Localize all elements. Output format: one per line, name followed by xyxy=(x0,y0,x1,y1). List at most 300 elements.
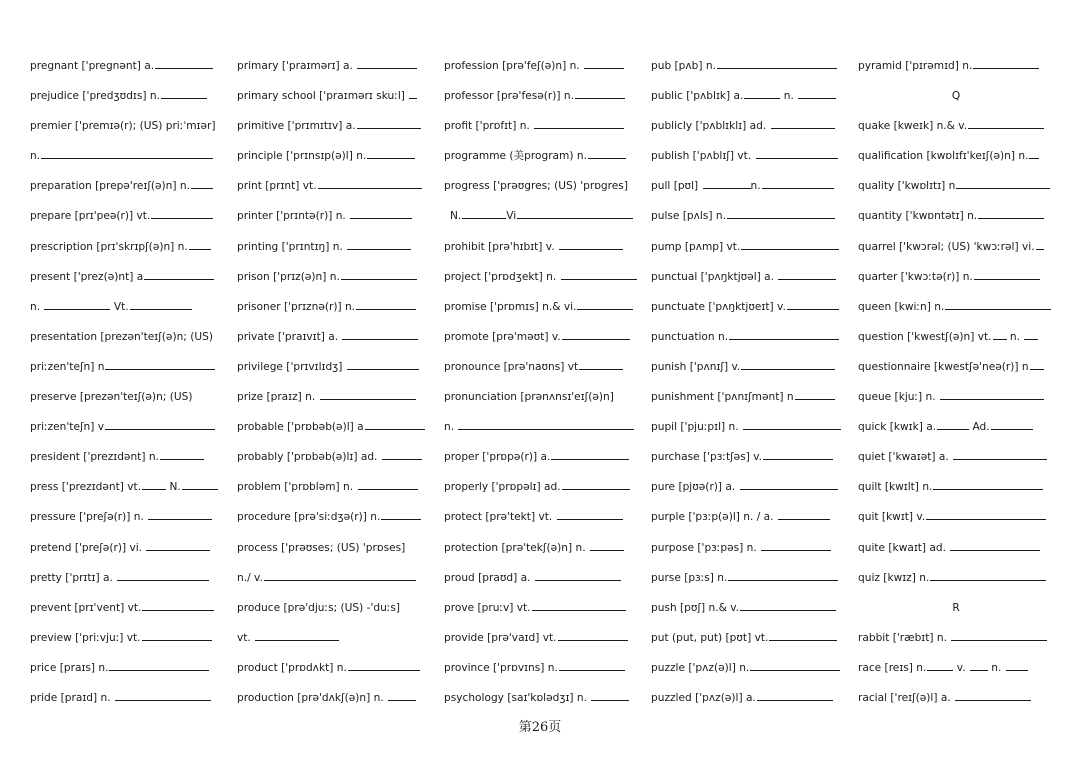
answer-blank xyxy=(591,689,629,701)
answer-blank xyxy=(562,328,630,340)
answer-blank xyxy=(264,569,416,581)
answer-blank xyxy=(968,117,1044,129)
answer-blank xyxy=(1024,328,1038,340)
entry-text-secondary: Vt. xyxy=(110,300,129,313)
entry-text: proud [praʊd] a. xyxy=(444,571,534,584)
vocab-entry xyxy=(444,53,640,83)
answer-blank xyxy=(388,689,416,701)
answer-blank xyxy=(741,358,835,370)
vocab-entry xyxy=(444,203,640,233)
vocab-entry xyxy=(651,53,847,83)
vocab-entry xyxy=(30,565,226,595)
entry-text: pregnant ['pregnənt] a. xyxy=(30,60,155,72)
entry-text: professor [prə'fesə(r)] n. xyxy=(444,90,574,103)
answer-blank xyxy=(795,388,835,400)
entry-text: privilege ['prɪvɪlɪdʒ] xyxy=(237,360,346,373)
vocab-entry xyxy=(444,264,640,294)
answer-blank xyxy=(367,147,415,159)
entry-text: quarter ['kwɔːtə(r)] n. xyxy=(858,270,973,283)
entry-text-secondary: Vi xyxy=(506,210,517,223)
vocab-column-3 xyxy=(444,53,640,715)
answer-blank xyxy=(771,117,835,129)
vocab-entry xyxy=(651,143,847,173)
answer-blank xyxy=(575,87,625,99)
vocab-entry xyxy=(444,474,640,504)
answer-blank xyxy=(940,388,1044,400)
entry-text: process ['prəʊses; (US) 'prɒses] xyxy=(237,541,406,554)
answer-blank xyxy=(991,418,1033,430)
entry-text-secondary: v. xyxy=(953,661,969,674)
entry-text: protection [prə'tekʃ(ə)n] n. xyxy=(444,541,589,554)
answer-blank xyxy=(744,87,780,99)
vocab-entry xyxy=(444,294,640,324)
vocab-entry xyxy=(444,83,640,113)
vocab-entry xyxy=(30,143,226,173)
entry-text: protect [prə'tekt] vt. xyxy=(444,511,556,524)
entry-text: purpose ['pɜːpəs] n. xyxy=(651,541,761,554)
answer-blank xyxy=(953,448,1047,460)
answer-blank xyxy=(729,328,839,340)
answer-blank xyxy=(142,629,212,641)
entry-text: quiz [kwɪz] n. xyxy=(858,571,930,584)
answer-blank xyxy=(105,358,215,370)
vocab-entry xyxy=(30,354,226,384)
vocab-entry xyxy=(30,444,226,474)
entry-text: primary school ['praɪmərɪ skuːl] xyxy=(237,90,409,103)
vocab-entry xyxy=(651,535,847,565)
section-letter xyxy=(858,595,1054,625)
answer-blank xyxy=(951,629,1047,641)
vocab-entry xyxy=(237,264,433,294)
answer-blank xyxy=(358,478,418,490)
answer-blank xyxy=(347,358,419,370)
entry-text: pump [pʌmp] vt. xyxy=(651,240,741,253)
answer-blank xyxy=(558,629,628,641)
entry-text: profession [prə'feʃ(ə)n] n. xyxy=(444,60,584,72)
entry-text: pride [praɪd] n. xyxy=(30,691,114,704)
entry-text: priːzen'teʃn] v xyxy=(30,421,105,434)
entry-text: proper ['prɒpə(r)] a. xyxy=(444,451,551,464)
answer-blank xyxy=(130,298,192,310)
vocab-entry xyxy=(444,685,640,715)
vocab-entry xyxy=(30,113,226,143)
answer-blank xyxy=(357,117,421,129)
entry-text: prove [pruːv] vt. xyxy=(444,601,531,614)
answer-blank xyxy=(151,207,213,219)
entry-text: prepare [prɪ'peə(r)] vt. xyxy=(30,210,151,223)
vocab-column-4 xyxy=(651,53,847,715)
vocab-entry xyxy=(444,143,640,173)
answer-blank xyxy=(927,659,953,671)
entry-text: primitive ['prɪmɪtɪv] a. xyxy=(237,120,356,133)
answer-blank xyxy=(318,177,422,189)
vocab-entry xyxy=(444,535,640,565)
entry-text: quality ['kwɒlɪtɪ] n xyxy=(858,180,956,193)
vocab-entry xyxy=(30,264,226,294)
entry-text: progress ['prəʊgres; (US) 'prɒgres] xyxy=(444,180,628,193)
answer-blank xyxy=(761,539,831,551)
answer-blank xyxy=(255,629,339,641)
answer-blank xyxy=(937,418,969,430)
answer-blank xyxy=(956,177,1050,189)
vocab-entry xyxy=(444,384,640,414)
vocab-entry xyxy=(651,83,847,113)
vocab-entry xyxy=(30,83,226,113)
vocab-entry xyxy=(651,354,847,384)
answer-blank xyxy=(1006,659,1028,671)
vocab-entry xyxy=(444,565,640,595)
entry-text: quilt [kwɪlt] n. xyxy=(858,481,933,494)
entry-text: quiet ['kwaɪət] a. xyxy=(858,451,953,464)
answer-blank xyxy=(559,659,625,671)
answer-blank xyxy=(769,629,837,641)
entry-text: programme (美program) n. xyxy=(444,150,587,163)
answer-blank xyxy=(189,238,211,250)
entry-text: puzzle ['pʌz(ə)l] n. xyxy=(651,661,750,674)
page-number: 第26页 xyxy=(518,720,562,735)
vocab-entry xyxy=(444,354,640,384)
vocab-entry xyxy=(237,625,433,655)
entry-text: pronunciation [prənʌnsɪ'eɪʃ(ə)n] xyxy=(444,391,614,404)
vocab-entry xyxy=(30,173,226,203)
answer-blank xyxy=(357,57,417,69)
entry-text: print [prɪnt] vt. xyxy=(237,180,317,193)
entry-text: quick [kwɪk] a. xyxy=(858,421,937,434)
vocab-entry xyxy=(858,565,1054,595)
vocab-entry xyxy=(858,354,1054,384)
entry-text: procedure [prə'siːdʒə(r)] n. xyxy=(237,511,381,524)
entry-text: presentation [prezən'teɪʃ(ə)n; (US) xyxy=(30,330,213,343)
entry-text: priːzen'teʃn] n xyxy=(30,360,105,373)
answer-blank xyxy=(926,508,1046,520)
vocab-entry xyxy=(858,444,1054,474)
answer-blank xyxy=(762,177,834,189)
vocab-entry xyxy=(237,83,433,113)
vocab-entry xyxy=(858,53,1054,83)
vocab-entry xyxy=(237,384,433,414)
answer-blank xyxy=(950,539,1040,551)
vocab-entry xyxy=(30,324,226,354)
entry-text: pressure ['preʃə(r)] n. xyxy=(30,511,148,524)
vocab-entry xyxy=(444,113,640,143)
vocab-entry xyxy=(858,685,1054,715)
entry-text: punishment ['pʌnɪʃmənt] n xyxy=(651,391,794,404)
vocab-column-1 xyxy=(30,53,226,715)
entry-text: private ['praɪvɪt] a. xyxy=(237,330,342,343)
answer-blank xyxy=(148,508,212,520)
vocab-entry xyxy=(651,294,847,324)
entry-text: n. xyxy=(30,300,44,313)
answer-blank xyxy=(109,659,209,671)
answer-blank xyxy=(146,539,210,551)
entry-text: pyramid ['pɪrəmɪd] n. xyxy=(858,60,973,72)
entry-text: problem ['prɒbləm] n. xyxy=(237,481,357,494)
vocab-entry xyxy=(444,595,640,625)
entry-text: pure [pjʊə(r)] a. xyxy=(651,481,739,494)
entry-text: punctuation n. xyxy=(651,330,729,343)
vocab-entry xyxy=(651,474,847,504)
entry-text: queen [kwiːn] n. xyxy=(858,300,945,313)
entry-text: primary ['praɪmərɪ] a. xyxy=(237,60,357,72)
entry-text: punctuate ['pʌŋktjʊeɪt] v. xyxy=(651,300,786,313)
entry-text: principle ['prɪnsɪp(ə)l] n. xyxy=(237,150,367,163)
entry-text-secondary: n. xyxy=(780,90,798,103)
vocab-entry xyxy=(858,504,1054,534)
entry-text: quit [kwɪt] v. xyxy=(858,511,926,524)
entry-text: n. xyxy=(444,421,458,434)
entry-text: pull [pʊl] xyxy=(651,180,702,193)
answer-blank xyxy=(381,508,421,520)
answer-blank xyxy=(993,328,1007,340)
entry-text: qualification [kwɒlɪfɪ'keɪʃ(ə)n] n. xyxy=(858,150,1029,163)
entry-text: queue [kjuː] n. xyxy=(858,391,939,404)
entry-text: promote [prə'məʊt] v. xyxy=(444,330,561,343)
entry-text: public ['pʌblɪk] a. xyxy=(651,90,744,103)
entry-text: properly ['prɒpəlɪ] ad. xyxy=(444,481,561,494)
entry-text: province ['prɒvɪns] n. xyxy=(444,661,558,674)
answer-blank xyxy=(756,147,838,159)
vocab-entry xyxy=(858,414,1054,444)
answer-blank xyxy=(703,177,751,189)
answer-blank xyxy=(978,207,1044,219)
entry-text: purse [pɜːs] n. xyxy=(651,571,728,584)
vocab-entry xyxy=(858,384,1054,414)
answer-blank xyxy=(763,448,833,460)
entry-text: racial ['reɪʃ(ə)l] a. xyxy=(858,691,955,704)
entry-text: provide [prə'vaɪd] vt. xyxy=(444,631,557,644)
answer-blank xyxy=(557,508,623,520)
entry-text: vt. xyxy=(237,631,255,644)
entry-text: rabbit ['ræbɪt] n. xyxy=(858,631,951,644)
entry-text: publish ['pʌblɪʃ] vt. xyxy=(651,150,755,163)
entry-text: prize [praɪz] n. xyxy=(237,391,319,404)
vocab-entry xyxy=(30,203,226,233)
entry-text: puzzled ['pʌz(ə)l] a. xyxy=(651,691,756,704)
entry-text: profit ['prɒfɪt] n. xyxy=(444,120,534,133)
answer-blank xyxy=(973,57,1039,69)
entry-text: quake [kweɪk] n.& v. xyxy=(858,120,968,133)
vocab-entry xyxy=(651,324,847,354)
entry-text: publicly ['pʌblɪklɪ] ad. xyxy=(651,120,770,133)
entry-text: pupil ['pjuːpɪl] n. xyxy=(651,421,742,434)
vocab-entry xyxy=(651,625,847,655)
entry-text: quantity ['kwɒntətɪ] n. xyxy=(858,210,978,223)
entry-text: n./ v. xyxy=(237,571,263,584)
answer-blank xyxy=(144,268,214,280)
vocab-entry xyxy=(444,324,640,354)
vocab-column-2 xyxy=(237,53,433,715)
answer-blank xyxy=(347,238,411,250)
answer-blank xyxy=(945,298,1051,310)
entry-text: president ['prezɪdənt] n. xyxy=(30,451,159,464)
vocab-entry xyxy=(858,324,1054,354)
entry-text: press ['prezɪdənt] vt. xyxy=(30,481,142,494)
vocab-entry xyxy=(30,625,226,655)
answer-blank xyxy=(365,418,425,430)
vocab-entry xyxy=(444,625,640,655)
entry-text: push [pʊʃ] n.& v. xyxy=(651,601,740,614)
vocab-entry xyxy=(237,113,433,143)
vocab-entry xyxy=(858,264,1054,294)
answer-blank xyxy=(1036,238,1044,250)
entry-text: pub [pʌb] n. xyxy=(651,60,716,72)
entry-text: prevent [prɪ'vent] vt. xyxy=(30,601,142,614)
answer-blank xyxy=(458,418,634,430)
entry-text: pretend ['preʃə(r)] vi. xyxy=(30,541,146,554)
answer-blank xyxy=(740,599,836,611)
entry-text: prescription [prɪ'skrɪpʃ(ə)n] n. xyxy=(30,240,188,253)
answer-blank xyxy=(787,298,839,310)
answer-blank xyxy=(382,448,422,460)
entry-text-secondary: n. xyxy=(1006,330,1024,343)
entry-text: prejudice ['predʒʊdɪs] n. xyxy=(30,90,160,103)
vocab-entry xyxy=(858,625,1054,655)
answer-blank xyxy=(727,207,835,219)
entry-text-secondary: Ad. xyxy=(969,421,990,434)
answer-blank xyxy=(559,238,623,250)
entry-text: quarrel ['kwɔrəl; (US) 'kwɔːrəl] vi. xyxy=(858,240,1035,253)
entry-text-tertiary: n. xyxy=(987,661,1005,674)
answer-blank xyxy=(717,57,837,69)
answer-blank xyxy=(577,298,633,310)
vocab-entry xyxy=(444,234,640,264)
vocab-entry xyxy=(30,234,226,264)
vocab-entry xyxy=(237,324,433,354)
entry-text: psychology [saɪ'kɒlədʒɪ] n. xyxy=(444,691,591,704)
entry-text: production [prə'dʌkʃ(ə)n] n. xyxy=(237,691,388,704)
entry-text: price [praɪs] n. xyxy=(30,661,109,674)
answer-blank xyxy=(517,207,633,219)
vocab-entry xyxy=(651,504,847,534)
answer-blank xyxy=(155,57,213,69)
answer-blank xyxy=(590,539,624,551)
answer-blank xyxy=(1030,358,1044,370)
answer-blank xyxy=(160,448,204,460)
vocab-entry xyxy=(651,444,847,474)
vocab-entry xyxy=(237,504,433,534)
entry-text: quite [kwaɪt] ad. xyxy=(858,541,950,554)
entry-text: question ['kwestʃ(ə)n] vt. xyxy=(858,330,992,343)
vocab-entry xyxy=(651,173,847,203)
vocab-entry xyxy=(444,414,640,444)
answer-blank xyxy=(142,478,166,490)
answer-blank xyxy=(356,298,416,310)
entry-text: R xyxy=(952,601,960,614)
answer-blank xyxy=(584,57,624,69)
vocab-entry xyxy=(858,535,1054,565)
answer-blank xyxy=(348,659,420,671)
answer-blank xyxy=(341,268,417,280)
entry-text: preserve [prezən'teɪʃ(ə)n; (US) xyxy=(30,391,193,404)
entry-text: present ['prez(ə)nt] a xyxy=(30,270,144,283)
vocab-entry xyxy=(651,414,847,444)
vocab-entry xyxy=(30,535,226,565)
answer-blank xyxy=(778,508,830,520)
answer-blank xyxy=(462,207,506,219)
answer-blank xyxy=(1029,147,1039,159)
vocab-entry xyxy=(237,474,433,504)
entry-text: printer ['prɪntə(r)] n. xyxy=(237,210,350,223)
entry-text: prison ['prɪz(ə)n] n. xyxy=(237,270,340,283)
vocab-entry xyxy=(237,655,433,685)
vocab-entry xyxy=(30,384,226,414)
vocab-entry xyxy=(237,444,433,474)
entry-text: purchase ['pɜːtʃəs] v. xyxy=(651,451,763,464)
entry-text-secondary: n. xyxy=(750,180,761,193)
vocab-entry xyxy=(858,113,1054,143)
answer-blank xyxy=(933,478,1043,490)
entry-text: questionnaire [kwestʃə'neə(r)] n xyxy=(858,360,1029,373)
answer-blank xyxy=(930,569,1046,581)
vocab-entry xyxy=(237,535,433,565)
answer-blank xyxy=(535,569,621,581)
vocab-entry xyxy=(237,173,433,203)
vocab-entry xyxy=(30,474,226,504)
answer-blank xyxy=(342,328,418,340)
answer-blank xyxy=(41,147,213,159)
answer-blank xyxy=(551,448,629,460)
entry-text: pretty ['prɪtɪ] a. xyxy=(30,571,117,584)
entry-text: N. xyxy=(450,210,462,223)
vocab-entry xyxy=(237,685,433,715)
vocab-entry xyxy=(858,474,1054,504)
vocab-entry xyxy=(858,173,1054,203)
vocab-column-5 xyxy=(858,53,1054,715)
vocab-entry xyxy=(651,234,847,264)
vocab-entry xyxy=(651,384,847,414)
vocab-entry xyxy=(30,414,226,444)
entry-text: probable ['prɒbəb(ə)l] a xyxy=(237,421,364,434)
answer-blank xyxy=(350,207,412,219)
answer-blank xyxy=(115,689,211,701)
answer-blank xyxy=(778,268,836,280)
vocab-entry xyxy=(858,203,1054,233)
vocab-entry xyxy=(858,294,1054,324)
answer-blank xyxy=(743,418,841,430)
answer-blank xyxy=(105,418,215,430)
entry-text: produce [prə'djuːs; (US) -'duːs] xyxy=(237,601,401,614)
entry-text: n. xyxy=(30,150,41,163)
vocab-entry xyxy=(651,595,847,625)
vocab-entry xyxy=(237,354,433,384)
entry-text: Q xyxy=(951,90,961,103)
entry-text: pronounce [prə'naʊns] vt xyxy=(444,360,579,373)
vocab-entry xyxy=(30,53,226,83)
section-letter xyxy=(858,83,1054,113)
answer-blank xyxy=(750,659,840,671)
vocab-entry xyxy=(30,595,226,625)
entry-text: purple ['pɜːp(ə)l] n. / a. xyxy=(651,511,777,524)
entry-text: prohibit [prə'hɪbɪt] v. xyxy=(444,240,558,253)
answer-blank xyxy=(974,268,1040,280)
answer-blank xyxy=(117,569,209,581)
vocab-entry xyxy=(651,203,847,233)
vocab-entry xyxy=(651,565,847,595)
vocab-entry xyxy=(444,444,640,474)
entry-text: put (put, put) [pʊt] vt. xyxy=(651,631,769,644)
entry-text: project ['prɒdʒekt] n. xyxy=(444,270,560,283)
answer-blank xyxy=(161,87,207,99)
answer-blank xyxy=(955,689,1031,701)
vocab-entry xyxy=(651,685,847,715)
entry-text: preview ['priːvjuː] vt. xyxy=(30,631,141,644)
answer-blank xyxy=(579,358,623,370)
entry-text: printing ['prɪntɪŋ] n. xyxy=(237,240,347,253)
answer-blank xyxy=(798,87,836,99)
vocab-entry xyxy=(237,143,433,173)
entry-text: product ['prɒdʌkt] n. xyxy=(237,661,347,674)
answer-blank xyxy=(588,147,626,159)
